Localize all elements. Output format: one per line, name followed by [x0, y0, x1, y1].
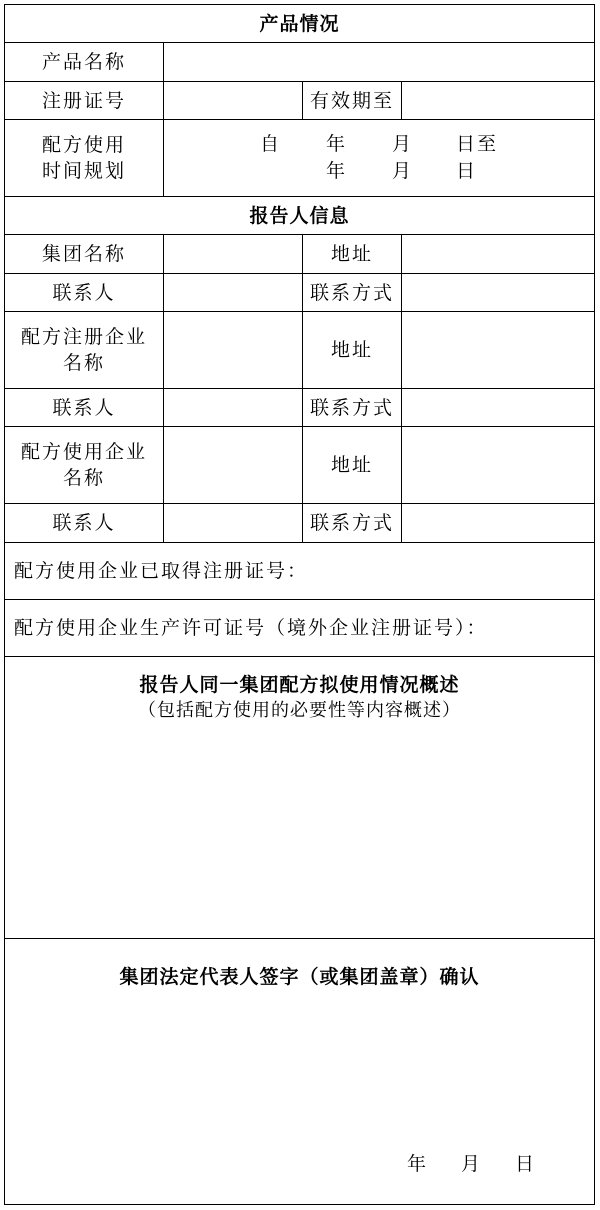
use-company-contact-field[interactable]	[164, 504, 303, 543]
date-month-2: 月	[392, 160, 414, 182]
group-name-label: 集团名称	[5, 235, 164, 274]
use-company-contact-method-label: 联系方式	[303, 504, 402, 543]
group-address-label: 地址	[303, 235, 402, 274]
valid-until-label: 有效期至	[303, 82, 402, 120]
reg-company-field[interactable]	[164, 312, 303, 389]
valid-until-field[interactable]	[402, 82, 595, 120]
reg-company-label-line1: 配方注册企业	[20, 326, 147, 348]
use-company-contact-method-field[interactable]	[402, 504, 595, 543]
date-from-text: 自	[260, 133, 282, 155]
date-month-1: 月	[392, 133, 414, 155]
production-license-field[interactable]	[5, 600, 595, 657]
formula-time-label	[5, 120, 164, 197]
formula-time-label-line2: 时间规划	[41, 160, 126, 182]
date-year-2: 年	[326, 160, 348, 182]
production-license-label: 配方使用企业生产许可证号（境外企业注册证号）：	[14, 617, 488, 639]
overview-field[interactable]	[5, 657, 595, 939]
obtained-reg-no-label: 配方使用企业已取得注册证号：	[14, 560, 309, 582]
reg-company-contact-method-label: 联系方式	[303, 389, 402, 427]
reporter-section-header: 报告人信息	[5, 197, 595, 235]
group-contact-method-field[interactable]	[402, 274, 595, 312]
group-contact-field[interactable]	[164, 274, 303, 312]
use-company-contact-label: 联系人	[5, 504, 164, 543]
report-form	[4, 4, 594, 1205]
group-contact-method-label: 联系方式	[303, 274, 402, 312]
reg-no-field[interactable]	[164, 82, 303, 120]
use-company-label-line1: 配方使用企业	[20, 441, 147, 463]
reg-no-label: 注册证号	[5, 82, 164, 120]
form-table	[4, 4, 595, 1205]
reg-company-contact-method-field[interactable]	[402, 389, 595, 427]
obtained-reg-no-field[interactable]	[5, 543, 595, 600]
reg-company-contact-label: 联系人	[5, 389, 164, 427]
confirmation-month: 月	[461, 1153, 483, 1175]
formula-time-field[interactable]	[164, 120, 595, 197]
group-name-field[interactable]	[164, 235, 303, 274]
reg-company-label-line2: 名称	[62, 352, 105, 374]
use-company-label-line2: 名称	[62, 467, 105, 489]
reg-company-contact-field[interactable]	[164, 389, 303, 427]
use-company-address-label: 地址	[303, 427, 402, 504]
reg-company-label	[5, 312, 164, 389]
product-name-label: 产品名称	[5, 43, 164, 82]
confirmation-field[interactable]	[5, 939, 595, 1205]
confirmation-year: 年	[407, 1153, 429, 1175]
overview-title: 报告人同一集团配方拟使用情况概述	[139, 674, 460, 696]
use-company-field[interactable]	[164, 427, 303, 504]
confirmation-day: 日	[515, 1153, 537, 1175]
reg-company-address-field[interactable]	[402, 312, 595, 389]
confirmation-title: 集团法定代表人签字（或集团盖章）确认	[119, 966, 480, 988]
overview-subtitle: （包括配方使用的必要性等内容概述）	[138, 700, 461, 721]
use-company-label	[5, 427, 164, 504]
date-year-1: 年	[326, 133, 348, 155]
date-day-2: 日	[456, 160, 478, 182]
use-company-address-field[interactable]	[402, 427, 595, 504]
product-section-header: 产品情况	[5, 5, 595, 43]
group-address-field[interactable]	[402, 235, 595, 274]
group-contact-label: 联系人	[5, 274, 164, 312]
reg-company-address-label: 地址	[303, 312, 402, 389]
formula-time-label-line1: 配方使用	[41, 134, 126, 156]
date-day-to: 日至	[456, 133, 499, 155]
product-name-field[interactable]	[164, 43, 595, 82]
